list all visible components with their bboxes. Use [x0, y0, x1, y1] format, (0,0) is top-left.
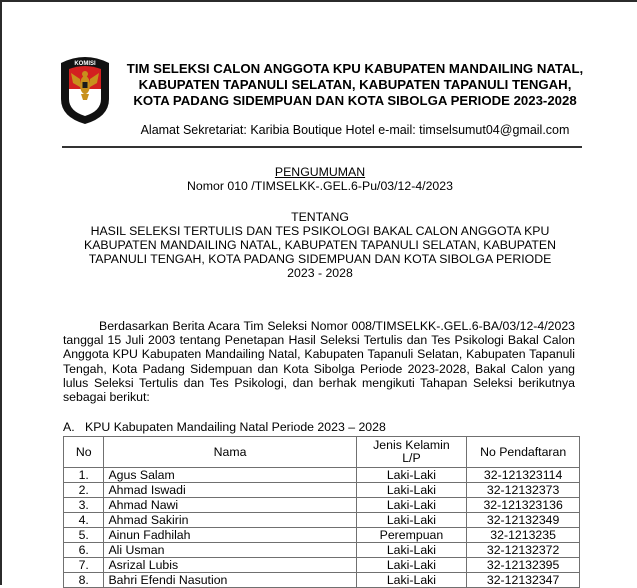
cell-registration: 32-12132372 — [467, 543, 580, 558]
table-header-row — [64, 437, 580, 468]
announcement-body: Berdasarkan Berita Acara Tim Seleksi Nomor 008/TIMSELKK-.GEL.6-BA/03/12-4/2023 tanggal 15 Juli 2003 tentang Penetapan Hasil Seleksi Tertulis dan Tes Psikologi Bakal Calon Anggota KPU Kabupaten Mandailing Natal, Kabupaten Tapanuli Selatan, Kabupaten Tapanuli Tengah, Kota Padang Sidempuan dan Kota Sibolga Periode 2023-2028, Bakal Calon yang lulus Seleksi Tertulis dan Tes Psikologi, dan berhak mengikuti Tahapan Seleksi berikutnya sebagai berikut: — [63, 319, 575, 405]
table-row — [64, 498, 580, 513]
letterhead-title-line: KOTA PADANG SIDEMPUAN DAN KOTA SIBOLGA PERIODE 2023-2028 — [133, 93, 577, 108]
announcement-number: Nomor 010 /TIMSELKK-.GEL.6-Pu/03/12-4/2023 — [187, 179, 453, 193]
table-row — [64, 543, 580, 558]
kpu-logo-icon — [59, 55, 111, 125]
cell-no: 8. — [64, 573, 104, 588]
table-row — [64, 573, 580, 588]
announcement-subject — [60, 210, 580, 280]
section-letter: A. — [63, 420, 75, 434]
announcement-header — [60, 165, 580, 193]
letterhead-title — [120, 61, 590, 109]
col-header-nama: Nama — [104, 437, 356, 468]
cell-no: 2. — [64, 483, 104, 498]
cell-registration: 32-1213235 — [467, 528, 580, 543]
letterhead-divider — [62, 146, 582, 148]
window-frame-top — [0, 0, 637, 2]
letterhead-title-line: TIM SELEKSI CALON ANGGOTA KPU KABUPATEN MANDAILING NATAL, — [126, 61, 584, 76]
cell-registration: 32-121323114 — [467, 468, 580, 483]
cell-gender: Laki-Laki — [356, 558, 467, 573]
cell-name: Ali Usman — [104, 543, 356, 558]
table-row — [64, 513, 580, 528]
cell-no: 1. — [64, 468, 104, 483]
cell-name: Agus Salam — [104, 468, 356, 483]
secretariat-address: Alamat Sekretariat: Karibia Boutique Hotel e-mail: timselsumut04@gmail.com — [140, 123, 570, 137]
cell-name: Asrizal Lubis — [104, 558, 356, 573]
cell-gender: Laki-Laki — [356, 513, 467, 528]
cell-gender: Laki-Laki — [356, 543, 467, 558]
cell-gender: Laki-Laki — [356, 468, 467, 483]
table-row — [64, 468, 580, 483]
subject-line: HASIL SELEKSI TERTULIS DAN TES PSIKOLOGI BAKAL CALON ANGGOTA KPU — [90, 224, 550, 238]
cell-name: Bahri Efendi Nasution — [104, 573, 356, 588]
logo-label-top: KOMISI — [74, 61, 96, 67]
col-header-gender-line1: Jenis Kelamin — [373, 438, 450, 452]
section-title: KPU Kabupaten Mandailing Natal Periode 2023 – 2028 — [85, 420, 386, 434]
subject-line: KABUPATEN MANDAILING NATAL, KABUPATEN TAPANULI SELATAN, KABUPATEN — [84, 238, 556, 252]
cell-gender: Perempuan — [356, 528, 467, 543]
cell-name: Ahmad Nawi — [104, 498, 356, 513]
table-row — [64, 483, 580, 498]
cell-gender: Laki-Laki — [356, 483, 467, 498]
cell-gender: Laki-Laki — [356, 573, 467, 588]
cell-name: Ainun Fadhilah — [104, 528, 356, 543]
window-frame-left — [0, 0, 2, 585]
cell-no: 3. — [64, 498, 104, 513]
table-row — [64, 528, 580, 543]
cell-no: 5. — [64, 528, 104, 543]
col-header-registration: No Pendaftaran — [467, 437, 580, 468]
table-row — [64, 558, 580, 573]
cell-registration: 32-12132395 — [467, 558, 580, 573]
col-header-gender-line2: L/P — [402, 451, 421, 465]
cell-name: Ahmad Iswadi — [104, 483, 356, 498]
col-header-gender — [356, 437, 467, 468]
cell-registration: 32-121323136 — [467, 498, 580, 513]
cell-no: 7. — [64, 558, 104, 573]
announcement-heading: PENGUMUMAN — [274, 165, 366, 179]
cell-registration: 32-12132373 — [467, 483, 580, 498]
subject-line: 2023 - 2028 — [287, 266, 353, 280]
cell-name: Ahmad Sakirin — [104, 513, 356, 528]
cell-no: 4. — [64, 513, 104, 528]
section-a-heading — [63, 420, 386, 434]
subject-line: TAPANULI TENGAH, KOTA PADANG SIDEMPUAN DAN KOTA SIBOLGA PERIODE — [88, 252, 552, 266]
candidate-table — [63, 436, 580, 588]
cell-no: 6. — [64, 543, 104, 558]
letterhead-title-line: KABUPATEN TAPANULI SELATAN, KABUPATEN TAPANULI TENGAH, — [138, 77, 572, 92]
col-header-no: No — [64, 437, 104, 468]
subject-label: TENTANG — [291, 210, 349, 224]
cell-gender: Laki-Laki — [356, 498, 467, 513]
cell-registration: 32-12132349 — [467, 513, 580, 528]
cell-registration: 32-12132347 — [467, 573, 580, 588]
